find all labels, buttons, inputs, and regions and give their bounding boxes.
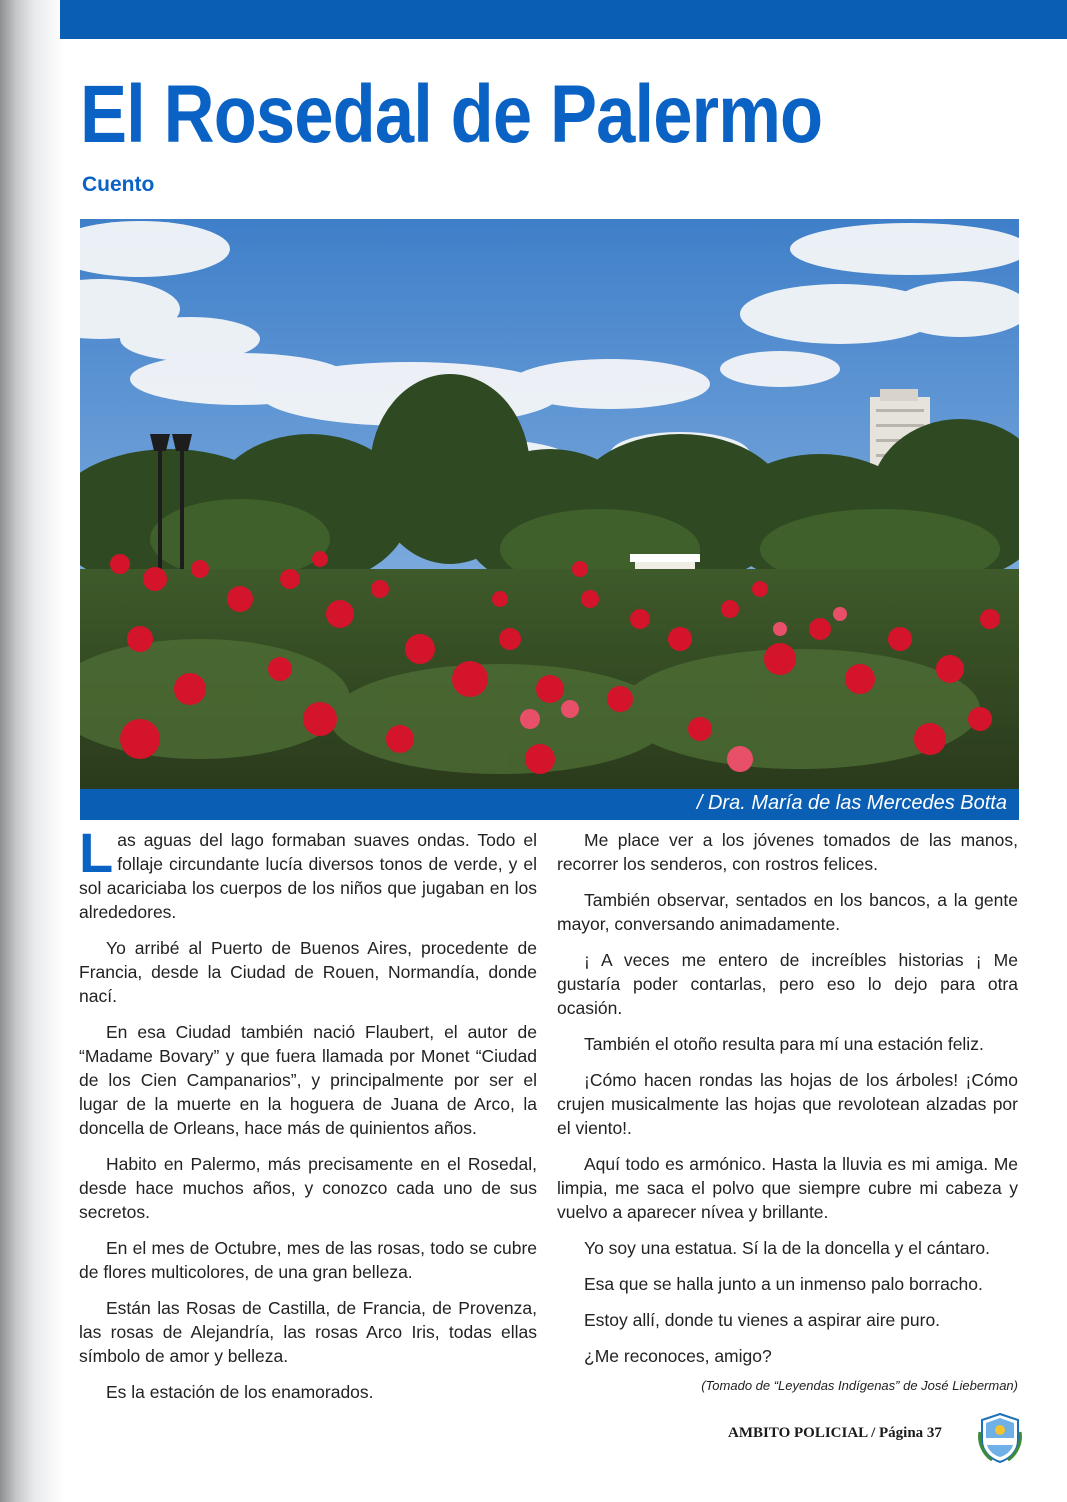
page-footer: AMBITO POLICIAL / Página 37 — [728, 1425, 942, 1441]
paragraph: En el mes de Octubre, mes de las rosas, todo se cubre de flores multicolores, de una gran belleza. — [79, 1238, 537, 1282]
article-column-right — [557, 828, 1018, 1410]
top-color-bar — [60, 0, 1067, 39]
paragraph: Las aguas del lago formaban suaves ondas. Todo el follaje circundante lucía diversos tonos de verde, y el sol acariciaba los cuerpos de los niños que jugaban en los alrededores. — [79, 821, 537, 922]
paragraph: ¿Me reconoces, amigo? — [584, 1346, 772, 1366]
source-citation: (Tomado de “Leyendas Indígenas” de José Lieberman) — [701, 1378, 1018, 1393]
author-byline-bar — [80, 789, 1019, 820]
paragraph: Yo arribé al Puerto de Buenos Aires, procedente de Francia, desde la Ciudad de Rouen, Normandía, donde nací. — [79, 938, 537, 1006]
paragraph: Aquí todo es armónico. Hasta la lluvia es mi amiga. Me limpia, me saca el polvo que siempre cubre mi cabeza y vuelvo a aparecer nívea y brillante. — [557, 1154, 1018, 1222]
paragraph: ¡ A veces me entero de increíbles historias ¡ Me gustaría poder contarlas, pero eso lo dejo para otra ocasión. — [557, 950, 1018, 1018]
dropcap: L — [79, 821, 114, 884]
police-emblem-icon — [977, 1412, 1023, 1464]
rose-garden-photo — [80, 219, 1019, 790]
article-column-left — [79, 821, 537, 1416]
author-byline: / Dra. María de las Mercedes Botta — [696, 792, 1007, 814]
paragraph: También el otoño resulta para mí una estación feliz. — [584, 1034, 984, 1054]
article-title: El Rosedal de Palermo — [80, 69, 823, 160]
paragraph: Yo soy una estatua. Sí la de la doncella y el cántaro. — [584, 1238, 991, 1258]
paragraph: ¡Cómo hacen rondas las hojas de los árboles! ¡Cómo crujen musicalmente las hojas que revolotean alzadas por el viento!. — [557, 1070, 1018, 1138]
paragraph: Esa que se halla junto a un inmenso palo borracho. — [584, 1274, 983, 1294]
paragraph: Estoy allí, donde tu vienes a aspirar aire puro. — [584, 1310, 941, 1330]
paragraph: Es la estación de los enamorados. — [106, 1382, 374, 1402]
section-label: Cuento — [82, 173, 155, 196]
paragraph: Me place ver a los jóvenes tomados de las manos, recorrer los senderos, con rostros felices. — [557, 830, 1018, 874]
paragraph: También observar, sentados en los bancos, a la gente mayor, conversando animadamente. — [557, 890, 1018, 934]
paragraph: Habito en Palermo, más precisamente en el Rosedal, desde hace muchos años, y conozco cada uno de sus secretos. — [79, 1154, 537, 1222]
paragraph: En esa Ciudad también nació Flaubert, el autor de “Madame Bovary” y que fuera llamada por Monet “Ciudad de los Cien Campanarios”, y principalmente por ser el lugar de la muerte en la hoguera de Juana de Arco, la doncella de Orleans, hace más de quinientos años. — [79, 1022, 537, 1138]
magazine-spine-shadow — [0, 0, 64, 1502]
paragraph: Están las Rosas de Castilla, de Francia, de Provenza, las rosas de Alejandría, las rosas Arco Iris, todas ellas símbolo de amor y belleza. — [79, 1298, 537, 1366]
